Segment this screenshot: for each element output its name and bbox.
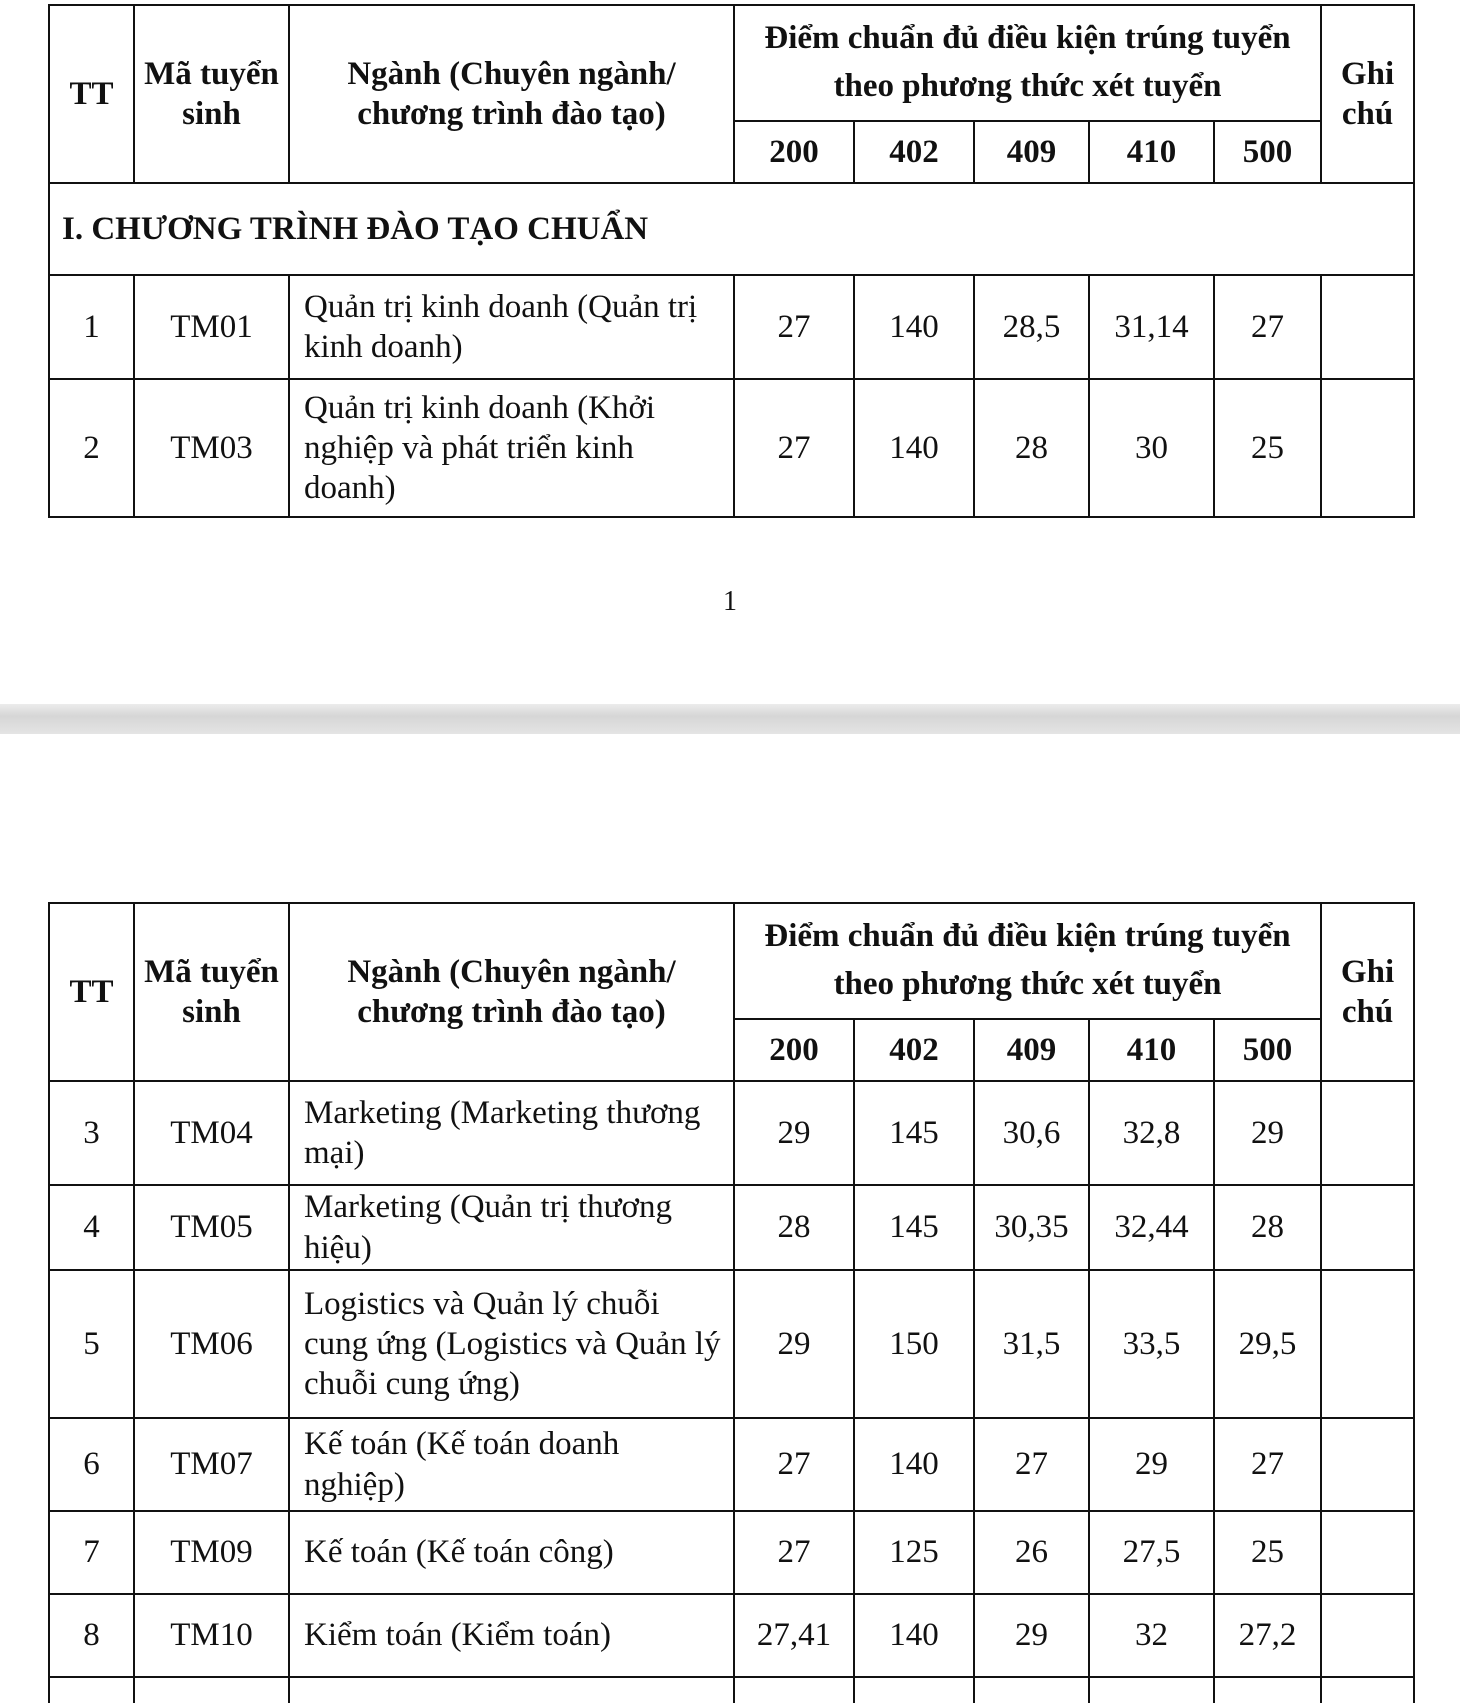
row-note — [1321, 1511, 1414, 1594]
score-500: 29 — [1214, 1081, 1321, 1185]
score-410: 30 — [1089, 379, 1214, 517]
score-200: 29 — [734, 1270, 854, 1418]
row-note — [1321, 1270, 1414, 1418]
score-200: 28 — [734, 1185, 854, 1270]
table-row — [49, 275, 1414, 379]
header-method-500: 500 — [1214, 121, 1321, 183]
row-code: TM07 — [134, 1418, 289, 1511]
table-row-partial — [49, 1677, 1414, 1703]
score-409: 30,6 — [974, 1081, 1089, 1185]
score-402: 140 — [854, 1418, 974, 1511]
score-500: 27 — [1214, 1418, 1321, 1511]
header-method-409: 409 — [974, 1019, 1089, 1081]
header-note: Ghi chú — [1321, 5, 1414, 183]
admission-score-table-page-2 — [48, 902, 1415, 1703]
score-402: 145 — [854, 1185, 974, 1270]
row-major: Kế toán (Kế toán công) — [289, 1511, 734, 1594]
table-row — [49, 379, 1414, 517]
row-major: Quản trị kinh doanh (Khởi nghiệp và phát triển kinh doanh) — [289, 379, 734, 517]
header-method-410: 410 — [1089, 1019, 1214, 1081]
table-row — [49, 1185, 1414, 1270]
row-major: Kế toán (Kế toán doanh nghiệp) — [289, 1418, 734, 1511]
header-major: Ngành (Chuyên ngành/ chương trình đào tạo) — [289, 903, 734, 1081]
table-row — [49, 1418, 1414, 1511]
score-200: 27 — [734, 275, 854, 379]
row-code: TM04 — [134, 1081, 289, 1185]
score-409: 31,5 — [974, 1270, 1089, 1418]
score-402: 140 — [854, 379, 974, 517]
header-method-200: 200 — [734, 1019, 854, 1081]
row-note — [1321, 1185, 1414, 1270]
admission-score-table-page-1 — [48, 4, 1415, 518]
score-500: 25 — [1214, 379, 1321, 517]
header-method-410: 410 — [1089, 121, 1214, 183]
score-410: 32 — [1089, 1594, 1214, 1677]
document-page-2 — [0, 734, 1460, 1703]
row-major: Marketing (Marketing thương mại) — [289, 1081, 734, 1185]
row-tt: 6 — [49, 1418, 134, 1511]
page-number: 1 — [723, 586, 737, 617]
row-tt: 1 — [49, 275, 134, 379]
row-code: TM06 — [134, 1270, 289, 1418]
score-402: 145 — [854, 1081, 974, 1185]
header-tt: TT — [49, 5, 134, 183]
score-500: 28 — [1214, 1185, 1321, 1270]
row-note — [1321, 379, 1414, 517]
header-major: Ngành (Chuyên ngành/ chương trình đào tạo) — [289, 5, 734, 183]
score-200: 27,41 — [734, 1594, 854, 1677]
header-note: Ghi chú — [1321, 903, 1414, 1081]
row-tt: 5 — [49, 1270, 134, 1418]
header-method-409: 409 — [974, 121, 1089, 183]
score-409: 29 — [974, 1594, 1089, 1677]
score-410: 33,5 — [1089, 1270, 1214, 1418]
table-row — [49, 1511, 1414, 1594]
header-method-402: 402 — [854, 1019, 974, 1081]
score-402: 140 — [854, 1594, 974, 1677]
row-tt: 4 — [49, 1185, 134, 1270]
score-410: 29 — [1089, 1418, 1214, 1511]
score-200: 27 — [734, 1511, 854, 1594]
table-row — [49, 1594, 1414, 1677]
score-410: 32,8 — [1089, 1081, 1214, 1185]
section-title: I. CHƯƠNG TRÌNH ĐÀO TẠO CHUẨN — [49, 183, 1414, 275]
row-major: Kiểm toán (Kiểm toán) — [289, 1594, 734, 1677]
row-code: TM09 — [134, 1511, 289, 1594]
header-method-500: 500 — [1214, 1019, 1321, 1081]
score-409: 27 — [974, 1418, 1089, 1511]
row-code: TM10 — [134, 1594, 289, 1677]
score-200: 27 — [734, 379, 854, 517]
row-note — [1321, 1594, 1414, 1677]
score-409: 30,35 — [974, 1185, 1089, 1270]
row-major: Logistics và Quản lý chuỗi cung ứng (Logistics và Quản lý chuỗi cung ứng) — [289, 1270, 734, 1418]
table-row — [49, 1270, 1414, 1418]
row-tt: 7 — [49, 1511, 134, 1594]
row-note — [1321, 275, 1414, 379]
score-500: 25 — [1214, 1511, 1321, 1594]
score-402: 150 — [854, 1270, 974, 1418]
row-note — [1321, 1418, 1414, 1511]
row-tt: 3 — [49, 1081, 134, 1185]
row-tt: 8 — [49, 1594, 134, 1677]
header-tt: TT — [49, 903, 134, 1081]
header-code: Mã tuyển sinh — [134, 5, 289, 183]
score-409: 26 — [974, 1511, 1089, 1594]
score-410: 27,5 — [1089, 1511, 1214, 1594]
score-500: 27 — [1214, 275, 1321, 379]
score-409: 28,5 — [974, 275, 1089, 379]
score-500: 29,5 — [1214, 1270, 1321, 1418]
row-major: Marketing (Quản trị thương hiệu) — [289, 1185, 734, 1270]
table-row — [49, 1081, 1414, 1185]
row-note — [1321, 1081, 1414, 1185]
header-score-group: Điểm chuẩn đủ điều kiện trúng tuyển theo phương thức xét tuyển — [734, 903, 1321, 1019]
row-code: TM03 — [134, 379, 289, 517]
header-score-group: Điểm chuẩn đủ điều kiện trúng tuyển theo phương thức xét tuyển — [734, 5, 1321, 121]
score-402: 140 — [854, 275, 974, 379]
score-410: 31,14 — [1089, 275, 1214, 379]
page-separator — [0, 704, 1460, 734]
score-402: 125 — [854, 1511, 974, 1594]
header-method-200: 200 — [734, 121, 854, 183]
header-code: Mã tuyển sinh — [134, 903, 289, 1081]
document-page-1 — [0, 0, 1460, 704]
score-409: 28 — [974, 379, 1089, 517]
header-method-402: 402 — [854, 121, 974, 183]
score-410: 32,44 — [1089, 1185, 1214, 1270]
score-500: 27,2 — [1214, 1594, 1321, 1677]
row-code: TM05 — [134, 1185, 289, 1270]
row-major: Quản trị kinh doanh (Quản trị kinh doanh) — [289, 275, 734, 379]
row-code: TM01 — [134, 275, 289, 379]
score-200: 29 — [734, 1081, 854, 1185]
score-200: 27 — [734, 1418, 854, 1511]
row-tt: 2 — [49, 379, 134, 517]
